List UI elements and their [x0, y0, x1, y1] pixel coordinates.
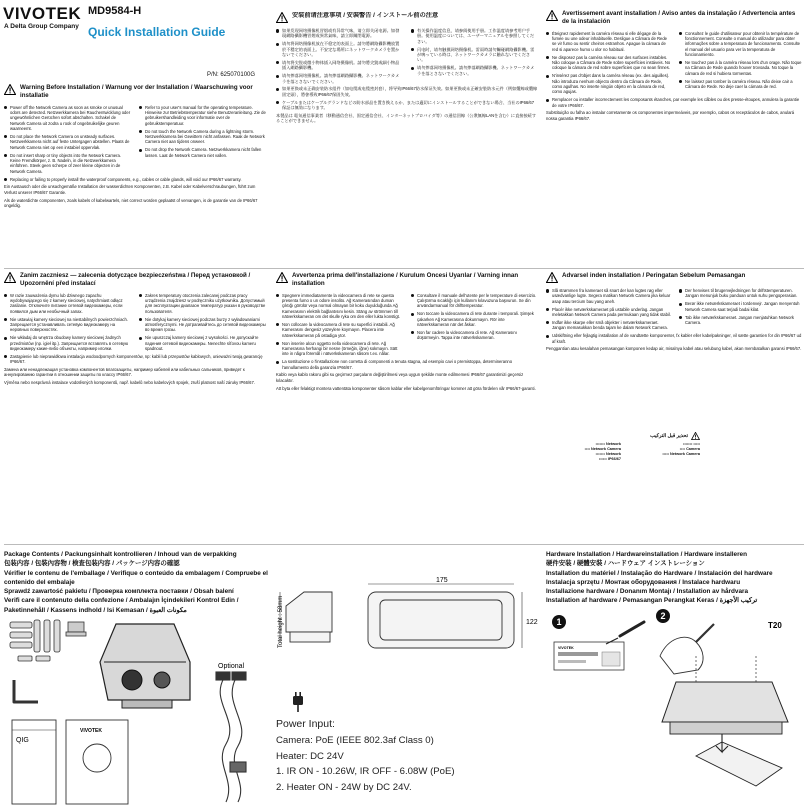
bullet: 闪电时，请勿触摸网络摄像机。雷雨時請勿觸碰網路攝影機。雷が鳴っている時は、ネットワークカメラに触れないでください。 — [411, 47, 538, 63]
title-line: Hardware Installation / Hardwareinstallation / Hardware installeren — [546, 551, 748, 558]
step-1-badge: 1 — [552, 615, 566, 629]
arabic-line: ••••••• Network — [595, 442, 621, 446]
bullet: Zakres temperatury otoczenia zalecanej podczas pracy urządzenia znajdziesz w podręczniku użytkownika. Допустимый для эксплуатации диапазон температур указан в руководстве пользователя. — [139, 293, 266, 315]
power-camera: Camera: PoE (IEEE 802.3af Class 0) — [276, 735, 434, 746]
bullet: Indfør ikke skarpe eller små objekter i netværkskameraet. Jangan memasukkan benda tajam ke dalam Network Camera. — [546, 320, 671, 331]
package-contents-titles — [4, 550, 268, 620]
arabic-term: Camera — [686, 447, 700, 451]
bullet: 请勿将网络摄像机放在不稳定的表面上。請勿將網路攝影機放置於不穩定的表面上。不安定な場所にネットワークカメラを置かないでください。 — [276, 41, 403, 57]
step-2-badge: 2 — [656, 609, 670, 623]
arabic-term: Network — [606, 452, 621, 456]
arabic-line: •••• Network Camera — [584, 447, 621, 451]
bullet: Ne disposez pas la caméra réseau sur des surfaces instables. Não coloque a Câmara de Rede sobre superfícies instáveis. No coloque la cámara de red sobre superficies que no sean firmes. — [546, 55, 671, 71]
bullet: Ne touchez pas à la caméra réseau lors d'un orage. Não toque na Câmara de Rede quando houver trovoada. No toque la cámara de red si hubiera tormentas. — [679, 60, 804, 76]
qig-label: QIG — [16, 737, 29, 744]
optional-label: Optional — [218, 663, 245, 670]
bullet: Nie dotykaj kamery sieciowej podczas burzy z wyładowaniami atmosferycznymi. Не дотрагивайтесь до сетевой видеокамеры во время грозы. — [139, 317, 266, 333]
arabic-line: •••••• IP66/67 — [598, 457, 621, 461]
camera-side-outline — [286, 592, 332, 642]
warning-panel-arabic — [548, 432, 700, 482]
arabic-line: ••••• Network Camera — [662, 452, 700, 456]
qig-booklet-illustration — [12, 720, 56, 804]
bullet: Non collocare la videocamera di rete su superfici instabili. Ağ Kamerasını dengesiz yüzeylere koymayın. Placera inte nätverkskameran på ostadiga ytor. — [276, 322, 403, 338]
arabic-line: ••••••• ••••• — [682, 442, 700, 446]
camera-illustration — [100, 624, 190, 708]
height-dimension: Total height : 58mm — [278, 595, 284, 648]
bullet: Remplacer ou installer incorrectement les composants étanches, par exemple les câbles ou des presse-étoupes, annulera la garantie de votre IP66/67. — [546, 97, 804, 108]
warning-panel-fr — [546, 10, 804, 206]
panel-title: 安装前请注意事项 / 安裝警告 / インストール前の注意 — [292, 12, 439, 19]
section-divider — [4, 544, 804, 545]
bullet: Berør ikke netværkskameraet i tordenvejr. Jangan menyentuh Network Camera saat terjadi badai kilat. — [679, 301, 804, 312]
paragraph: Als de waterdichte componenten, zoals kabels of kabelwartels, niet correct worden geplaatst of vervangen, is de garantie van de IP66/67 ongeldig. — [4, 197, 258, 208]
bullet: 如果发现网络摄像机冒烟或有异常气味，请立即关闭电源。如發現網路攝影機冒煙或異常氣味，請立即關閉電源。 — [276, 28, 403, 39]
hardware-installation-titles — [546, 550, 804, 610]
arabic-term: IP66/67 — [607, 457, 621, 461]
screws-illustration — [10, 620, 60, 661]
bullet: Nie upuszczaj kamery sieciowej z wysokości. Не допускайте падения сетевой видеокамеры. Nenechte síťovou kameru spadnout. — [139, 335, 266, 351]
warning-icon — [4, 84, 16, 95]
camera-mount-illustration — [662, 656, 788, 786]
guide-title: Quick Installation Guide — [88, 25, 226, 39]
warning-icon — [4, 272, 16, 283]
paragraph: Výměna nebo nesprávná instalace vodotěsných komponentů, např. kabelů nebo kabelových spojek, zruší platnost naší záruky IP66/67. — [4, 380, 255, 386]
section-divider — [4, 268, 804, 269]
depth-dimension: 122 — [526, 619, 538, 626]
warning-icon — [276, 12, 288, 23]
bullet: Non far cadere la videocamera di rete. Ağ Kamerasını düşürmeyin. Tappa inte nätverkskameran. — [411, 330, 538, 341]
part-number: P/N: 625070100G — [207, 72, 256, 78]
optional-cables-illustration — [216, 672, 246, 802]
torx-tool-label: T20 — [768, 621, 782, 630]
power-heater: Heater: DC 24V — [276, 750, 344, 762]
bullet: Do not touch the Network Camera during a lightning storm. Netzwerkkamera bei Gewittern nicht anfassen. Raak de Network Camera niet aan tijdens onweer. — [139, 129, 266, 145]
paragraph: Substituição ou falha ao instalar corretamente os componentes impermeáveis, por exemplo, cabos os receptáculos de cabos, anulará nossa garantia IP66/67. — [546, 110, 795, 121]
paragraph: Замена или ненадлежащая установка компонентов влагозащиты, например кабелей или кабельных сальников, приведет к аннулированию гарантии в отношении защиты по классу IP66/67. — [4, 367, 245, 378]
pen-icon — [606, 622, 644, 644]
warning-panel-it — [276, 272, 538, 484]
package-contents-illustration — [4, 612, 268, 808]
paragraph: Ein Austausch oder die unsachgemäße Installation der wasserdichten Komponenten, z.B. Kabel oder Kabelverschraubungen, führt zum Verlust unserer IP66/67 Garantie. — [4, 184, 256, 195]
panel-title: Advarsel inden installation / Peringatan Sebelum Pemasangan — [562, 272, 746, 279]
bullet: Do not insert sharp or tiny objects into the Network Camera. Keine Fremdkörper, z. B. Nadeln, in die Netzwerkkamera einführen. Steek geen scherpe of zeer kleine objecten in de Network Camera. — [4, 153, 131, 175]
arabic-term: Network Camera — [591, 447, 621, 451]
bullet: N'insérez pas d'objet dans la caméra réseau (ex. des aiguilles). Não introduza nenhum objecto dentro da Câmara de Rede, como agulhas. No inserte ningún objeto en la cámara de red, como agujas. — [546, 73, 671, 95]
bullet: Consultare il manuale dell'utente per le temperature di esercizio. Çalıştırma sıcaklığı için kullanım kılavuzuna başvurun. Se din användarmanual för drifttemperatur. — [411, 293, 538, 309]
title-line: 硬件安装 / 硬體安裝 / ハードウェア インストレーション — [546, 560, 705, 568]
brand-subtitle: A Delta Group Company — [4, 23, 79, 30]
bullet: Non inserire alcun oggetto nella videocamera di rete. Ağ Kamerasına herhangi bir nesne (örneğin, iğne) sokmayın. Sätt inte in några föremål i nätverkskameran såsom t.ex. nålar. — [276, 341, 403, 357]
warning-icon — [546, 272, 558, 283]
bullet: 如果更换或未正确安装防水组件（如电缆或电缆密封套），将导致IP66/67防水保证失效。如果更換或未正確安裝防水元件（例如纜線或纜線固定頭），將會導致IP66/67保固失效。 — [276, 86, 538, 97]
brand-logo: VIVOTEK — [3, 4, 82, 23]
model-name: MD9584-H — [88, 5, 142, 17]
paragraph: Att byta eller felaktigt montera vattentäta komponenter såsom kablar eller kabelgenomföringar kommer att göra fördelen vår IP66/67-garanti. — [276, 385, 536, 391]
title-line: Installation du matériel / Instalação do Hardware / Instalación del hardware — [546, 569, 773, 577]
bullet: Ne laissez pas tomber la caméra réseau. Não deixe cair a Câmara de Rede. No deje caer la cámara de red. — [679, 79, 804, 90]
power-title: Power Input: — [276, 718, 335, 730]
warning-icon — [276, 272, 288, 283]
paragraph: Kablo veya kablo rakoru gibi su geçirmez parçaların değiştirilmesi veya uygun şekilde monte edilmemesi IP66/67 garantimizi geçersiz kılacaktır. — [276, 372, 524, 383]
bullet: Non toccare la videocamera di rete durante i temporali. Şimşek çakarken Ağ Kamerasına dokunmayın. Rör inte nätverkskameran när det åskar. — [411, 311, 538, 327]
title-line: Installazione hardware / Donanım Montajı / Installation av hårdvara — [546, 588, 749, 596]
warning-panel-cjk — [276, 12, 538, 208]
bullet: Spegnere immediatamente la videocamera di rete se questa presenta fumo o un odore insolito. Ağ Kamerasından duman çıktığı görülür veya normal olmayan bir koku duyulduğunda Ağ Kamerasının elektrik bağlantısını kesin. Stäng av strömmen till nätverkskameran om det skulle ryka om den eller lukta konstigt. — [276, 293, 403, 320]
width-dimension: 175 — [436, 577, 448, 584]
bullet: Der henvises til brugervejledningen for driftstemperaturen. Jangan menunjuk buku panduan untuk suhu pengoperasian. — [679, 288, 804, 299]
warning-panel-dk — [546, 272, 804, 410]
bullet: Tab ikke netværkskameraet. Jangan menjatuhkan Network Camera. — [679, 315, 804, 326]
bullet: Replacing or failing to properly install the waterproof components, e.g., cables or cable glands, will void our IP66/67 warranty. — [4, 177, 266, 182]
bullet: La sostituzione o l'installazione non corretta di componenti a tenuta stagna, ad esempio cavi o premistoppa, determineranno l'annullamento della garanzia IP66/67. — [276, 359, 538, 370]
bullet: Consultez le guide d'utilisateur pour obtenir la température de fonctionnement. Consulte o manual do utilizador para obter informações sobre a temperatura de funcionamento. Consulte el manual del usuario para ver la temperatura de funcionamiento. — [679, 31, 804, 58]
title-line: Package Contents / Packungsinhalt kontrollieren / Inhoud van de verpakking — [4, 551, 237, 558]
paragraph: 本製品は 電気通信事業者（移動通信会社、固定通信会社、インターネットプロバイダ等）の通信回線（公衆無線LANを含む）に直接接続することができません。 — [276, 112, 537, 124]
arabic-term: Network — [606, 442, 621, 446]
bullet: ケーブルまたはケーブルグランドなどの防水部品を置き換えるか、または適切にインストールすることができない場合、当社のIP66/67保証は無効になります。 — [276, 100, 538, 111]
bullet: W razie zauważenia dymu lub dziwnego zapachu wydobywającego się z kamery sieciowej, natychmiast odłącz zasilanie. Отключите питание сетевой видеокамеры, если появился дым или необычный запах. — [4, 293, 131, 315]
title-line: Instalacja sprzętu / Монтаж оборудования / Instalace hardwaru — [546, 578, 741, 586]
bullet: Do not place the Network Camera on unsteady surfaces. Netzwerkkamera nicht auf feste Untergagen abstellen. Plaats de Network Camera niet op een instabiel oppervlak. — [4, 134, 131, 150]
power-input — [276, 716, 538, 795]
warning-panel-en — [4, 84, 266, 256]
bullet: 有关操作温度信息，请参阅使用手册。工作温度请参考用户手册。使用温度については、ユーザーマニュアルを参照してください。 — [411, 28, 538, 44]
panel-title: Zanim zaczniesz — zalecenia dotyczące bezpieczeństwa / Перед установкой / Upozornění před instalací — [20, 272, 251, 287]
bullet: 请勿摔落网络摄像机。請勿摔落網路攝影機。ネットワークカメラを落とさないでください。 — [411, 65, 538, 76]
arabic-line: •••• Camera — [679, 447, 700, 451]
power-line-1: 1. IR ON - 10.26W, IR OFF - 6.08W (PoE) — [276, 766, 455, 778]
label-brand: VIVOTEK — [558, 646, 574, 650]
camera-top-outline — [368, 592, 514, 648]
plug-icon — [290, 692, 306, 717]
bullet: 请勿摔落网络摄像机。請勿摔落網路攝影機。ネットワークカメラを落とさないでください。 — [276, 73, 403, 84]
arabic-term: Network Camera — [670, 452, 700, 456]
bullet: Do not drop the Network Camera. Netzwerkkamera nicht fallen lassen. Laat de Network Camera niet vallen. — [139, 147, 266, 158]
title-line: Sprawdź zawartość pakietu / Проверка комплекта поставки / Obsah balení — [4, 588, 234, 596]
box-brand: VIVOTEK — [80, 728, 102, 734]
panel-title: Avvertenza prima dell'installazione / Kurulum Öncesi Uyarılar / Varning innan installation — [292, 272, 519, 287]
bullet: Nie wkładaj do wnętrza obudowy kamery sieciowej żadnych przedmiotów (np. igieł itp.). Запрещается вставлять в сетевую видеокамеру какие-либо объекты, например иголки. — [4, 335, 131, 351]
bullet: 请勿将尖锐或微小物体插入网络摄像机。請勿將尖銳或細小物品插入網路攝影機。 — [276, 60, 403, 71]
bullet: Udskiftning eller fejlagtig installation af de vandtætte komponenter, fx kabler eller kabelpakninger, vil sætte garantien for din IP66/67 ud af kraft. — [546, 333, 804, 344]
hardware-illustration — [546, 616, 804, 808]
bullet: Refer to your user's manual for the operating temperature. Hinweise zur Betriebstemperatur siehe Benutzeranleitung. Zie de gebruikershandleiding voor informatie over de gebruikstemperatuur. — [139, 105, 266, 127]
title-line: 包装内容 / 包裝內容物 / 検査包装内容 / パッケージ内容の確認 — [4, 560, 180, 568]
bullet: Nie ustawiaj kamery sieciowej na niestabilnych powierzchniach. Запрещается устанавливать сетевую видеокамеру на неровных поверхностях. — [4, 317, 131, 333]
warning-panel-pl — [4, 272, 266, 484]
title-line: Installation af hardware / Pemasangan Perangkat Keras / تركيب الأجهزة — [546, 597, 758, 605]
cable-gland-illustration — [66, 622, 86, 636]
panel-title: Avertissement avant installation / Aviso antes da instalação / Advertencia antes de la instalación — [562, 10, 796, 25]
bullet: Slå strømmen fra kameraet så snart der kan lugtes røg eller usædvanlige lugte. Segera matikan Network Camera jika keluar asap atau tercium bau yang aneh. — [546, 288, 671, 304]
panel-title: Warning Before Installation / Warnung vor der Installation / Waarschuwing voor installatie — [20, 84, 253, 99]
hand-illustration — [660, 624, 714, 674]
bullet: Éteignez rapidement la caméra réseau si elle dégage de la fumée ou une odeur inhabituelle. Desligue a Câmara de Rede se vir fumo ou sentir cheiros estranhos. Apague la cámara de red si aparece humo u olor no habitual. — [546, 31, 671, 53]
panel-title: تحذير قبل التركيب — [650, 433, 688, 439]
dimensions-diagram — [276, 576, 538, 682]
title-line: Vérifier le contenu de l'emballage / Verifique o conteúdo da embalagem / Compruebe el contenido del embalaje — [4, 569, 268, 586]
paragraph: Penggantian atau kesalahan pemasangan komponen kedap air, misalnya kabel atau selubung kabel, akan membatalkan garansi IP66/67. — [546, 346, 802, 352]
warning-icon — [546, 10, 558, 21]
bullet: Power off the Network Camera as soon as smoke or unusual odors are detected. Netzwerkkamera bei Rauchentwicklung oder ungewöhnlichen Gerüchen sofort abschalten. Schakel de Network Camera uit zodra u rook of ongebruikelijke geuren waarneemt. — [4, 105, 131, 132]
bullet: Zastąpienie lub nieprawidłowa instalacja wodoodpornych komponentów, np: kabli lub przepustów kablowych, unieważni twoją gwarancję IP66/67. — [4, 354, 266, 365]
title-line: Verifi care il contenuto della confezione / Ambalajın İçindekileri Kontrol Edin / Paketinnehåll / Kassens indhold / Isi Kemasan / مكونات العبوة — [4, 597, 239, 614]
arabic-line: ••••••• Network — [595, 452, 621, 456]
power-line-2: 2. Heater ON - 24W by DC 24V. — [276, 781, 412, 793]
bullet: Placér ikke netværkskameraet på ustabile underlag. Jangan meletakkan Network Camera pada permukaan yang tidak stabil. — [546, 307, 671, 318]
warning-icon — [691, 432, 700, 440]
allen-key-illustration — [14, 680, 38, 702]
